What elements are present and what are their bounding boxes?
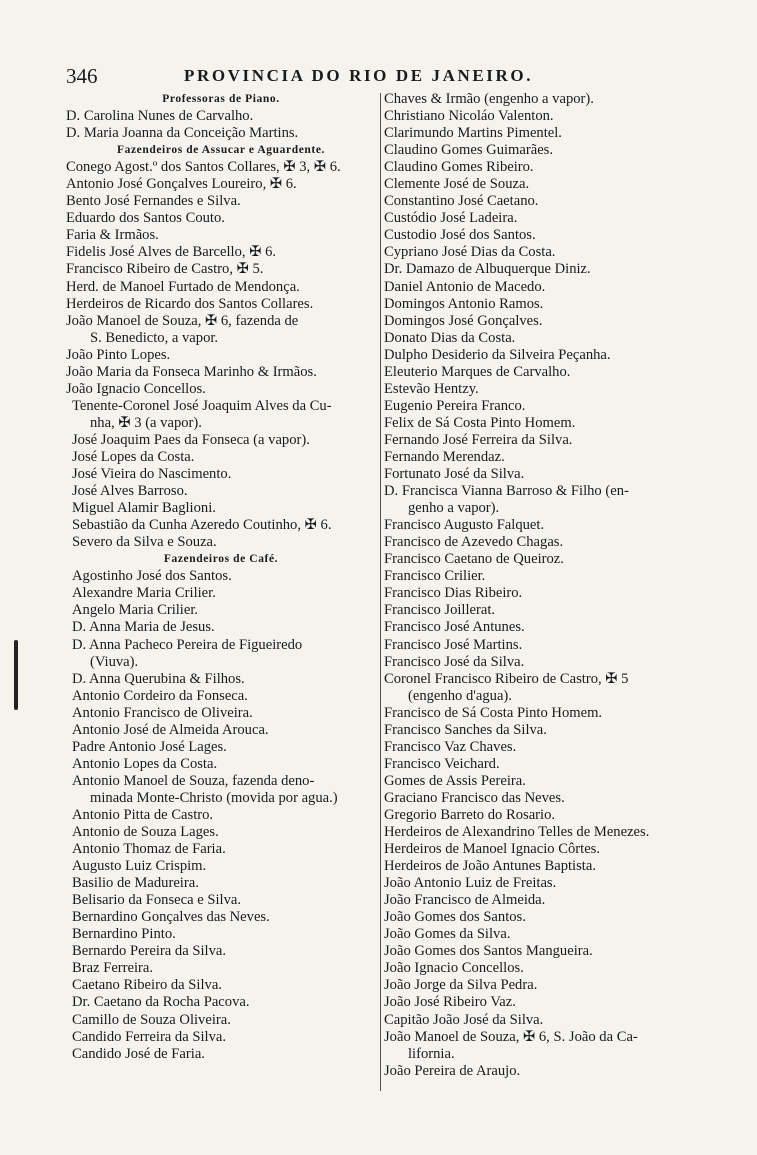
right-entry: Francisco Veichard. <box>384 755 500 772</box>
right-entry: Francisco José Antunes. <box>384 619 525 636</box>
left-entry: Francisco Ribeiro de Castro, ✠ 5. <box>66 261 264 278</box>
left-entry: Herdeiros de Ricardo dos Santos Collares. <box>66 295 314 312</box>
left-entry: José Alves Barroso. <box>72 483 188 500</box>
left-entry: João Manoel de Souza, ✠ 6, fazenda de <box>66 312 299 329</box>
left-entry: D. Anna Pacheco Pereira de Figueiredo <box>72 636 303 653</box>
left-entry: Dr. Caetano da Rocha Pacova. <box>72 994 250 1011</box>
right-entry: Christiano Nicoláo Valenton. <box>384 108 554 125</box>
right-entry: Francisco José da Silva. <box>384 653 525 670</box>
right-entry: Constantino José Caetano. <box>384 193 539 210</box>
right-entry: Capitão João José da Silva. <box>384 1011 544 1028</box>
page-number: 346 <box>66 64 98 88</box>
right-entry: Herdeiros de João Antunes Baptista. <box>384 858 596 875</box>
right-entry: Francisco Joillerat. <box>384 602 496 619</box>
left-entry: Agostinho José dos Santos. <box>72 568 232 585</box>
left-entry: Belisario da Fonseca e Silva. <box>72 892 242 909</box>
right-entry: Fernando José Ferreira da Silva. <box>384 431 573 448</box>
left-entry: Angelo Maria Crilier. <box>72 602 199 619</box>
right-entry: Custódio José Ladeira. <box>384 210 518 227</box>
left-entry: D. Carolina Nunes de Carvalho. <box>66 108 254 125</box>
left-entry: Bernardino Gonçalves das Neves. <box>72 909 270 926</box>
right-entry: Dr. Damazo de Albuquerque Diniz. <box>384 261 591 278</box>
right-entry: Donato Dias da Costa. <box>384 329 516 346</box>
left-section-heading: Fazendeiros de Café. <box>163 553 279 566</box>
left-entry: D. Anna Querubina & Filhos. <box>72 670 245 687</box>
left-entry: Candido Ferreira da Silva. <box>72 1028 227 1045</box>
right-entry: Francisco de Sá Costa Pinto Homem. <box>384 704 603 721</box>
right-entry: Herdeiros de Manoel Ignacio Côrtes. <box>384 841 600 858</box>
left-entry: Bernardo Pereira da Silva. <box>72 943 226 960</box>
right-entry: Gregorio Barreto do Rosario. <box>384 806 556 823</box>
right-entry: Francisco Augusto Falquet. <box>384 517 545 534</box>
right-entry: genho a vapor). <box>408 500 500 517</box>
left-entry: Antonio Manoel de Souza, fazenda deno- <box>72 772 315 789</box>
right-entry: João Gomes dos Santos. <box>384 909 526 926</box>
left-entry: S. Benedicto, a vapor. <box>90 329 219 346</box>
right-entry: Claudino Gomes Ribeiro. <box>384 159 534 176</box>
left-entry: João Ignacio Concellos. <box>66 380 206 397</box>
column-divider <box>380 93 381 1091</box>
right-entry: Eugenio Pereira Franco. <box>384 397 526 414</box>
left-entry: José Joaquim Paes da Fonseca (a vapor). <box>72 431 310 448</box>
right-entry: Francisco Dias Ribeiro. <box>384 585 523 602</box>
right-entry: Cypriano José Dias da Costa. <box>384 244 556 261</box>
right-entry: João Francisco de Almeida. <box>384 892 546 909</box>
right-entry: Clemente José de Souza. <box>384 176 530 193</box>
left-entry: Bento José Fernandes e Silva. <box>66 193 241 210</box>
right-entry: João Manoel de Souza, ✠ 6, S. João da Ca- <box>384 1028 638 1045</box>
left-entry: José Vieira do Nascimento. <box>72 466 232 483</box>
left-entry: Candido José de Faria. <box>72 1045 205 1062</box>
right-entry: Francisco José Martins. <box>384 636 523 653</box>
left-entry: José Lopes da Costa. <box>72 448 195 465</box>
right-entry: Clarimundo Martins Pimentel. <box>384 125 562 142</box>
left-entry: João Pinto Lopes. <box>66 346 171 363</box>
right-entry: Herdeiros de Alexandrino Telles de Menezes. <box>384 824 650 841</box>
left-entry: Faria & Irmãos. <box>66 227 159 244</box>
left-entry: Antonio Francisco de Oliveira. <box>72 704 253 721</box>
right-entry: Francisco Caetano de Queiroz. <box>384 551 564 568</box>
left-entry: D. Anna Maria de Jesus. <box>72 619 215 636</box>
right-entry: D. Francisca Vianna Barroso & Filho (en- <box>384 483 629 500</box>
left-entry: Alexandre Maria Crilier. <box>72 585 216 602</box>
right-entry: Fernando Merendaz. <box>384 448 505 465</box>
right-entry: Gomes de Assis Pereira. <box>384 772 526 789</box>
left-entry: Antonio José de Almeida Arouca. <box>72 721 269 738</box>
right-entry: João Jorge da Silva Pedra. <box>384 977 538 994</box>
left-entry: minada Monte-Christo (movida por agua.) <box>90 789 338 806</box>
right-entry: Francisco Sanches da Silva. <box>384 721 547 738</box>
running-title: PROVINCIA DO RIO DE JANEIRO. <box>184 66 534 85</box>
left-entry: Conego Agost.º dos Santos Collares, ✠ 3, ✠ 6. <box>66 159 341 176</box>
left-entry: Basilio de Madureira. <box>72 875 199 892</box>
left-entry: Antonio Pitta de Castro. <box>72 806 214 823</box>
right-entry: Chaves & Irmão (engenho a vapor). <box>384 91 594 107</box>
right-entry: Dulpho Desiderio da Silveira Peçanha. <box>384 346 611 363</box>
left-entry: (Viuva). <box>90 653 139 670</box>
right-entry: Daniel Antonio de Macedo. <box>384 278 546 295</box>
right-entry: Francisco de Azevedo Chagas. <box>384 534 564 551</box>
scan-mark <box>14 640 18 710</box>
left-entry: Antonio Lopes da Costa. <box>72 755 218 772</box>
left-entry: Bernardino Pinto. <box>72 926 176 943</box>
left-section-heading: Professoras de Piano. <box>162 93 280 105</box>
left-section-heading: Fazendeiros de Assucar e Aguardente. <box>116 144 326 157</box>
right-entry: João José Ribeiro Vaz. <box>384 994 516 1011</box>
right-entry: Claudino Gomes Guimarães. <box>384 142 554 159</box>
left-entry: Sebastião da Cunha Azeredo Coutinho, ✠ 6. <box>72 517 332 534</box>
left-entry: Antonio Cordeiro da Fonseca. <box>72 687 248 704</box>
left-entry: Padre Antonio José Lages. <box>72 738 227 755</box>
page-header <box>66 64 686 88</box>
right-entry: João Gomes da Silva. <box>384 926 511 943</box>
left-entry: Tenente-Coronel José Joaquim Alves da Cu- <box>72 397 332 414</box>
left-entry: Miguel Alamir Baglioni. <box>72 500 216 517</box>
right-entry: Estevão Hentzy. <box>384 380 479 397</box>
right-entry: João Pereira de Araujo. <box>384 1062 521 1079</box>
left-entry: Antonio Thomaz de Faria. <box>72 841 226 858</box>
left-entry: Herd. de Manoel Furtado de Mendonça. <box>66 278 300 295</box>
right-column <box>384 91 696 1080</box>
right-entry: (engenho d'agua). <box>408 687 512 704</box>
left-entry: Eduardo dos Santos Couto. <box>66 210 225 227</box>
left-column <box>66 91 376 1063</box>
left-entry: Severo da Silva e Souza. <box>72 534 217 551</box>
left-entry: D. Maria Joanna da Conceição Martins. <box>66 125 299 142</box>
left-entry: Caetano Ribeiro da Silva. <box>72 977 222 994</box>
right-entry: Graciano Francisco das Neves. <box>384 789 565 806</box>
right-entry: Domingos Antonio Ramos. <box>384 295 544 312</box>
left-entry: Camillo de Souza Oliveira. <box>72 1011 231 1028</box>
left-entry: João Maria da Fonseca Marinho & Irmãos. <box>66 363 317 380</box>
right-entry: Francisco Vaz Chaves. <box>384 738 517 755</box>
left-entry: Antonio José Gonçalves Loureiro, ✠ 6. <box>66 176 297 193</box>
right-entry: Felix de Sá Costa Pinto Homem. <box>384 414 576 431</box>
right-entry: Custodio José dos Santos. <box>384 227 536 244</box>
right-entry: João Antonio Luiz de Freitas. <box>384 875 557 892</box>
left-entry: Fidelis José Alves de Barcello, ✠ 6. <box>66 244 277 261</box>
right-entry: Domingos José Gonçalves. <box>384 312 543 329</box>
left-entry: nha, ✠ 3 (a vapor). <box>90 414 202 431</box>
right-entry: João Gomes dos Santos Mangueira. <box>384 943 593 960</box>
right-entry: lifornia. <box>408 1045 455 1062</box>
right-entry: Francisco Crilier. <box>384 568 486 585</box>
left-entry: Augusto Luiz Crispim. <box>72 858 207 875</box>
right-entry: Coronel Francisco Ribeiro de Castro, ✠ 5 <box>384 670 629 687</box>
left-entry: Braz Ferreira. <box>72 960 154 977</box>
left-entry: Antonio de Souza Lages. <box>72 824 219 841</box>
right-entry: Eleuterio Marques de Carvalho. <box>384 363 571 380</box>
right-entry: Fortunato José da Silva. <box>384 466 525 483</box>
right-entry: João Ignacio Concellos. <box>384 960 524 977</box>
